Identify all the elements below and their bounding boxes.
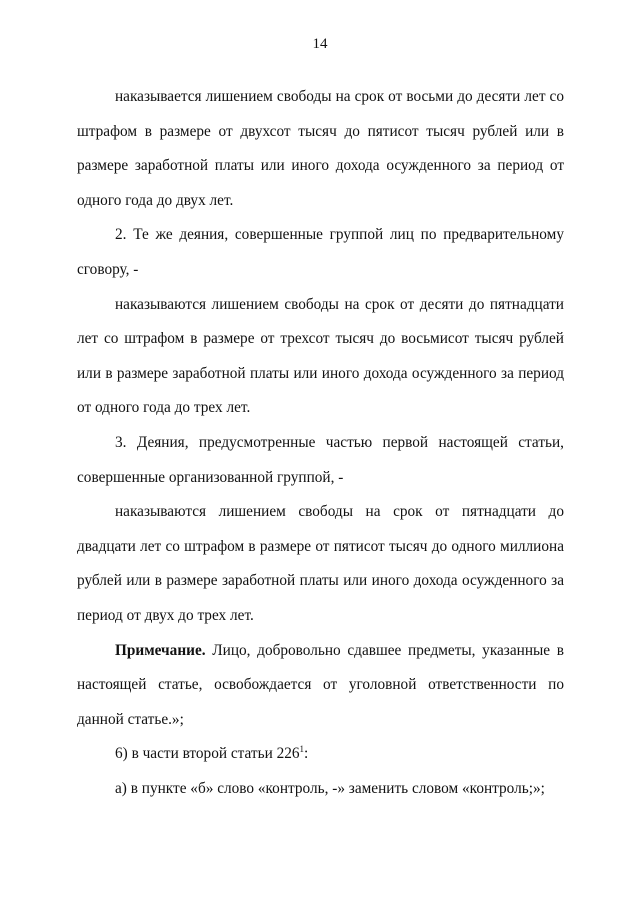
paragraph-part-2: 2. Те же деяния, совершенные группой лиц по предварительному сговору, - [77,226,564,278]
paragraph-penalty-1: наказывается лишением свободы на срок от восьми до десяти лет со штрафом в размере от двухсот тысяч до пятисот тысяч рублей или в размере заработной платы или иного дохода осужденного за период от одного года до двух лет. [77,88,564,209]
paragraph-item-6 [77,737,564,772]
paragraph-item-a: а) в пункте «б» слово «контроль, -» заменить словом «контроль;»; [115,779,545,797]
note-label: Примечание. [115,641,206,659]
paragraph-penalty-3: наказываются лишением свободы на срок от пятнадцати до двадцати лет со штрафом в размере от пятисот тысяч до одного миллиона рублей или в размере заработной платы или иного дохода осужденного за период от двух до трех лет. [77,503,564,624]
page-number: 14 [312,36,328,52]
paragraph-note [77,634,564,738]
paragraph-penalty-2: наказываются лишением свободы на срок от десяти до пятнадцати лет со штрафом в размере от трехсот тысяч до восьмисот тысяч рублей или в размере заработной платы или иного дохода осужденного за период от одного года до трех лет. [77,295,564,417]
paragraph-part-3: 3. Деяния, предусмотренные частью первой настоящей статьи, совершенные организованной группой, - [77,433,564,486]
item-6-text: 6) в части второй статьи 226 [115,745,300,763]
item-6-superscript: 1 [299,744,305,755]
note-text: Лицо, добровольно сдавшее предметы, указанные в настоящей статье, освобождается от уголовной ответственности по данной статье.»; [77,641,564,728]
item-6-suffix: : [304,745,309,763]
document-body [77,80,564,806]
